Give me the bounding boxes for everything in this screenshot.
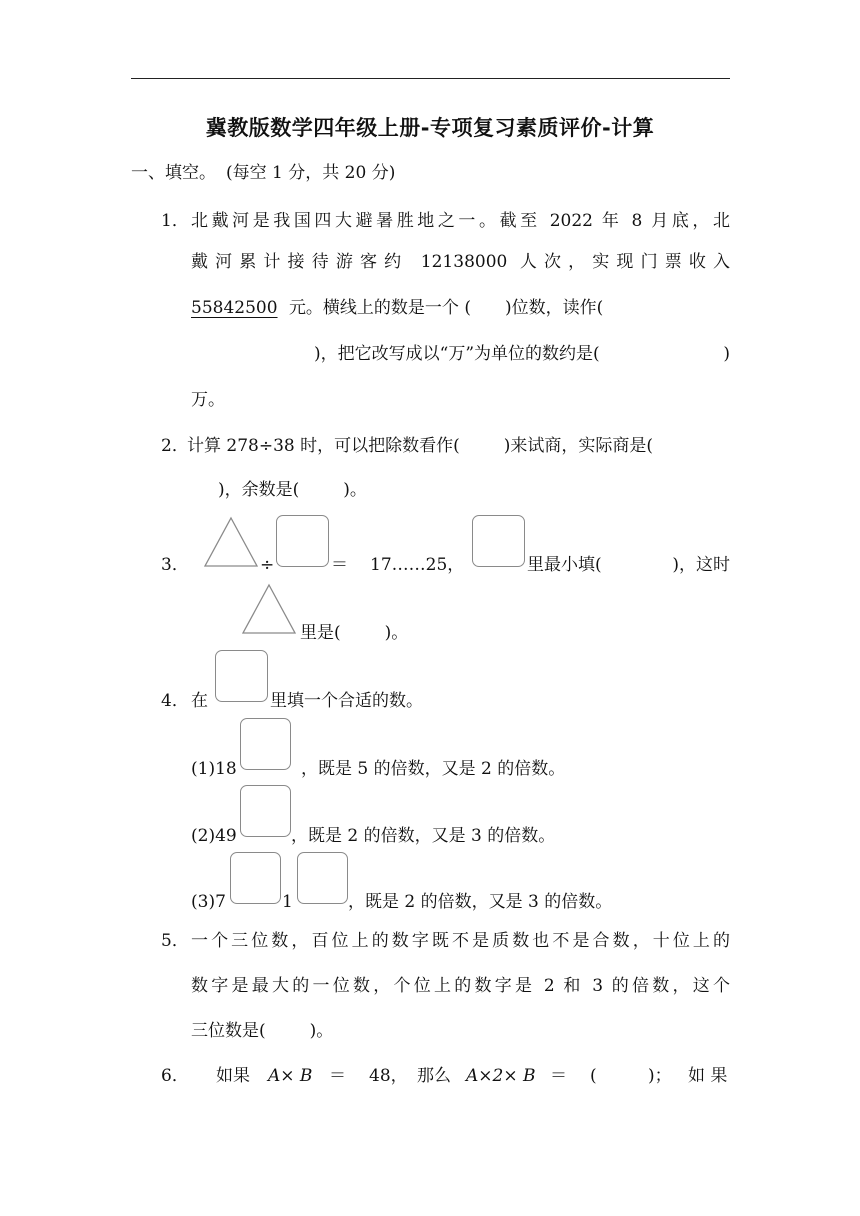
answer-box[interactable] [240,718,291,770]
q6-paren-close: )； [648,1066,672,1086]
q3-text1: 里最小填( )，这时 [527,555,730,575]
answer-box[interactable] [240,785,291,837]
q1-line1: 北戴河是我国四大避暑胜地之一。截至 2022 年 8 月底，北 [191,211,730,231]
q1-line4: )，把它改写成以“万”为单位的数约是( ) [314,344,730,364]
q4-number: 4． [161,691,189,711]
q3-text2: 里是( )。 [300,623,409,643]
q4-sub3-prefix: (3)7 [191,892,226,912]
q6-number: 6． [161,1066,189,1086]
q6-paren-open: ( [590,1066,597,1086]
answer-box[interactable] [276,515,329,567]
q6-if2: 如 果 [688,1066,728,1086]
q4-sub2-prefix: (2)49 [191,826,237,846]
q6-if: 如果 [216,1066,250,1086]
q3-divide-sign: ÷ [260,555,275,575]
q3-equals: ＝ [331,555,348,575]
answer-box[interactable] [230,852,281,904]
q5-line1: 一个三位数，百位上的数字既不是质数也不是合数，十位上的 [191,931,730,951]
q6-expr2: A×2× B [466,1066,536,1086]
section-heading: 一、填空。 (每空 1 分，共 20 分) [131,163,396,183]
q4-sub3-text: ，既是 2 的倍数，又是 3 的倍数。 [348,892,613,912]
q4-sub3-mid: 1 [282,892,293,912]
q4-lead: 在 [191,691,208,711]
triangle-shape [241,583,297,635]
q4-sub1-prefix: (1)18 [191,759,237,779]
q2-line2: )，余数是( )。 [218,480,367,500]
q3-result: 17……25， [370,555,465,575]
answer-box[interactable] [472,515,525,567]
q3-number: 3． [161,555,189,575]
underlined-number: 55842500 [191,298,278,318]
q5-line2: 数字是最大的一位数，个位上的数字是 2 和 3 的倍数，这个 [191,976,730,996]
q6-equals2: ＝ [550,1066,567,1086]
answer-box[interactable] [297,852,348,904]
q4-sub1-text: ，既是 5 的倍数，又是 2 的倍数。 [301,759,566,779]
q2-line1: 计算 278÷38 时，可以把除数看作( )来试商，实际商是( [187,436,654,456]
q6-expr1: A× B [268,1066,313,1086]
q1-line2: 戴河累计接待游客约 12138000 人次，实现门票收入 [191,252,730,272]
triangle-shape [203,516,259,568]
header-rule [131,78,730,79]
q5-number: 5． [161,931,189,951]
answer-box[interactable] [215,650,268,702]
q1-line3: 55842500 元。横线上的数是一个 ( )位数，读作( [191,298,604,318]
q1-number: 1． [161,211,189,231]
q2-number: 2． [161,436,189,456]
q1-line5: 万。 [191,390,225,410]
q6-value1: 48， [369,1066,408,1086]
page-title: 冀教版数学四年级上册-专项复习素质评价-计算 [205,116,655,140]
q4-tail: 里填一个合适的数。 [270,691,423,711]
q6-equals1: ＝ [329,1066,346,1086]
q4-sub2-text: ，既是 2 的倍数，又是 3 的倍数。 [291,826,556,846]
q5-line3: 三位数是( )。 [191,1021,334,1041]
q6-then: 那么 [417,1066,451,1086]
